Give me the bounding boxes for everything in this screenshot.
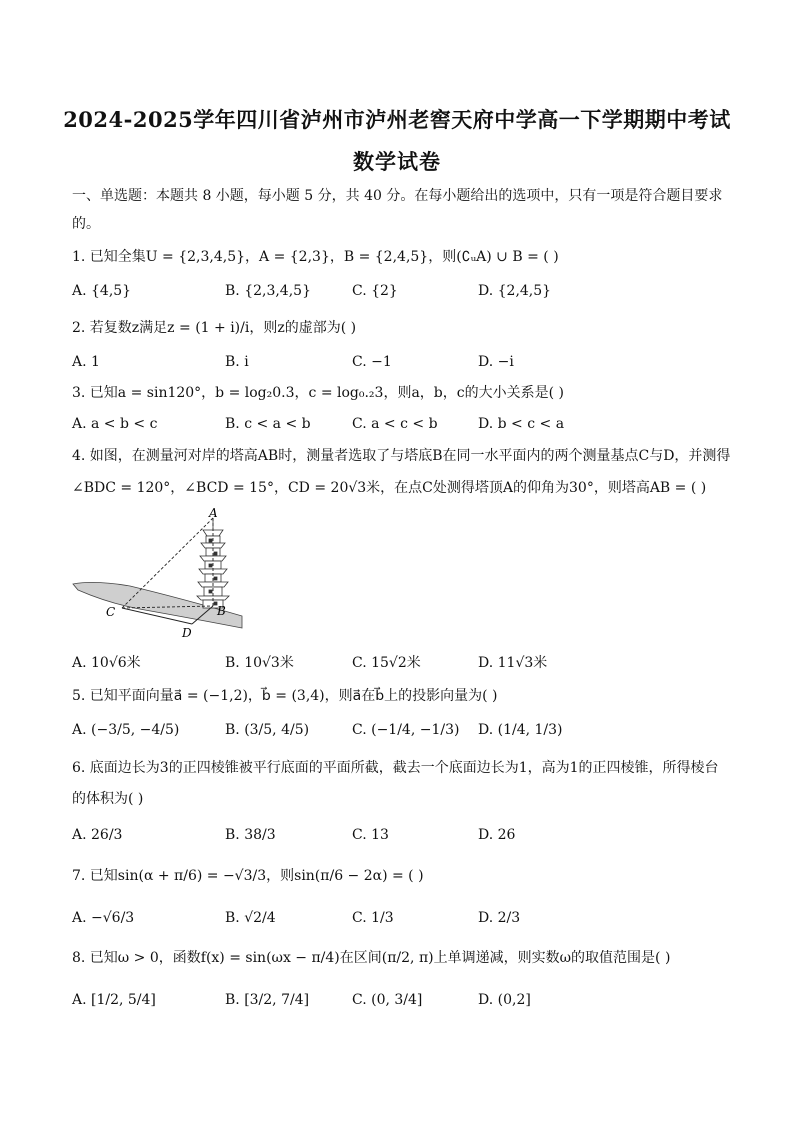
q5-option-a: A. (−3/5, −4/5) — [72, 722, 180, 738]
label-c: C — [106, 605, 116, 619]
q4-option-a: A. 10√6米 — [72, 655, 141, 671]
q2-option-c: C. −1 — [352, 354, 392, 370]
question-8-stem: 8. 已知ω > 0，函数f(x) = sin(ωx − π/4)在区间(π/2, π)上单调递减，则实数ω的取值范围是( ) — [72, 950, 671, 966]
q4-option-c: C. 15√2米 — [352, 655, 421, 671]
q8-option-a: A. [1/2, 5/4] — [72, 992, 156, 1008]
exam-title: 2024-2025学年四川省泸州市泸州老窖天府中学高一下学期期中考试 — [63, 107, 731, 132]
q5-option-c: C. (−1/4, −1/3) — [352, 722, 460, 738]
label-a: A — [209, 506, 218, 520]
q1-option-a: A. {4,5} — [72, 283, 132, 299]
q5-option-b: B. (3/5, 4/5) — [225, 722, 310, 738]
q2-option-a: A. 1 — [72, 354, 100, 370]
question-7-stem: 7. 已知sin(α + π/6) = −√3/3，则sin(π/6 − 2α) = ( ) — [72, 868, 424, 884]
q6-option-a: A. 26/3 — [72, 827, 123, 843]
question-2-stem: 2. 若复数z满足z = (1 + i)/i，则z的虚部为( ) — [72, 320, 357, 336]
q6-option-d: D. 26 — [478, 827, 516, 843]
q1-option-c: C. {2} — [352, 283, 398, 299]
q2-option-b: B. i — [225, 354, 249, 370]
q1-option-d: D. {2,4,5} — [478, 283, 552, 299]
question-4-stem: 4. 如图，在测量河对岸的塔高AB时，测量者选取了与塔底B在同一水平面内的两个测量基点C与D，并测得 — [72, 448, 731, 464]
q2-option-d: D. −i — [478, 354, 514, 370]
q8-option-c: C. (0, 3/4] — [352, 992, 423, 1008]
section-instructions: 一、单选题：本题共 8 小题，每小题 5 分，共 40 分。在每小题给出的选项中，只有一项是符合题目要求 — [72, 188, 723, 204]
label-d: D — [182, 626, 192, 640]
q6-option-b: B. 38/3 — [225, 827, 276, 843]
question-1-stem: 1. 已知全集U = {2,3,4,5}，A = {2,3}，B = {2,4,5}，则(∁ᵤA) ∪ B = ( ) — [72, 249, 559, 265]
q6-option-c: C. 13 — [352, 827, 389, 843]
q7-option-d: D. 2/3 — [478, 910, 521, 926]
tower-figure — [70, 506, 245, 641]
question-6-stem: 6. 底面边长为3的正四棱锥被平行底面的平面所截，截去一个底面边长为1，高为1的正四棱锥，所得棱台 — [72, 760, 719, 776]
section-instructions-cont: 的。 — [72, 216, 100, 232]
label-b: B — [217, 604, 226, 618]
q4-option-b: B. 10√3米 — [225, 655, 294, 671]
exam-subtitle: 数学试卷 — [353, 149, 441, 174]
question-6-stem-cont: 的体积为( ) — [72, 791, 144, 807]
q7-option-b: B. √2/4 — [225, 910, 276, 926]
q3-option-d: D. b < c < a — [478, 416, 565, 432]
question-3-stem: 3. 已知a = sin120°，b = log₂0.3，c = log₀.₂3，则a，b，c的大小关系是( ) — [72, 385, 564, 401]
q3-option-b: B. c < a < b — [225, 416, 311, 432]
q3-option-a: A. a < b < c — [72, 416, 158, 432]
q7-option-c: C. 1/3 — [352, 910, 394, 926]
q4-option-d: D. 11√3米 — [478, 655, 548, 671]
question-5-stem: 5. 已知平面向量a⃗ = (−1,2)，b⃗ = (3,4)，则a⃗在b⃗上的投影向量为( ) — [72, 688, 498, 704]
q1-option-b: B. {2,3,4,5} — [225, 283, 311, 299]
q8-option-d: D. (0,2] — [478, 992, 531, 1008]
q8-option-b: B. [3/2, 7/4] — [225, 992, 310, 1008]
q7-option-a: A. −√6/3 — [72, 910, 135, 926]
q5-option-d: D. (1/4, 1/3) — [478, 722, 563, 738]
question-4-stem-cont: ∠BDC = 120°，∠BCD = 15°，CD = 20√3米，在点C处测得塔顶A的仰角为30°，则塔高AB = ( ) — [72, 480, 707, 496]
q3-option-c: C. a < c < b — [352, 416, 438, 432]
